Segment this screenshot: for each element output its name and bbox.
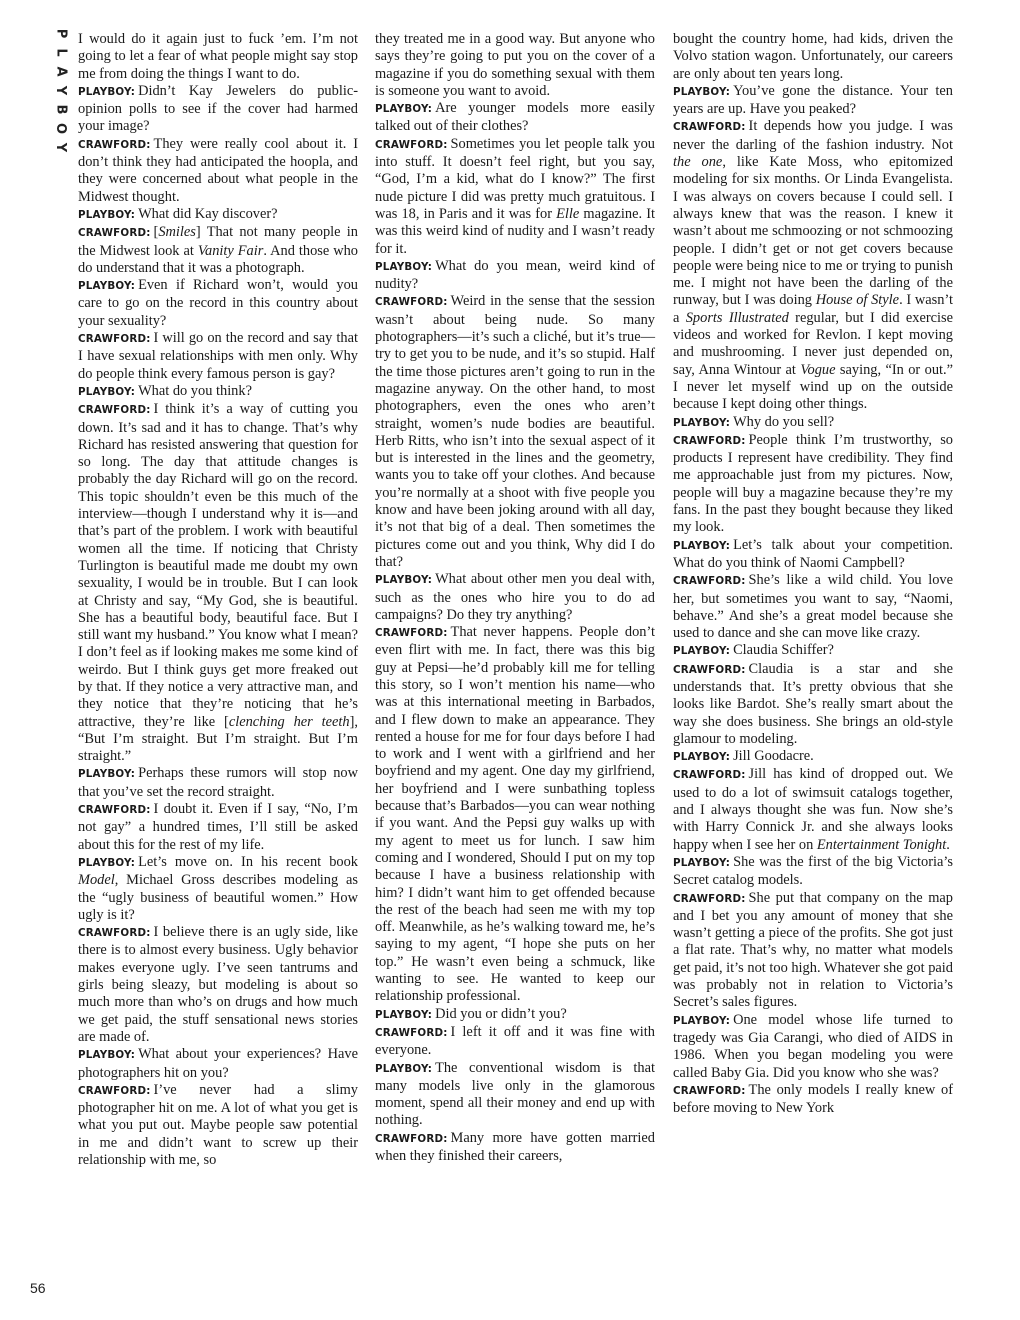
body-text: What about your experiences? Have photographers hit on you?: [78, 1046, 358, 1081]
spine-letter: Y: [53, 85, 69, 96]
interview-paragraph: [673, 83, 953, 119]
speaker-label: PLAYBOY:: [78, 208, 136, 221]
body-text: One model whose life turned to tragedy was Gia Carangi, who died of AIDS in 1986. When you began modeling you were called Baby Gia. Did you know who she was?: [673, 1011, 953, 1081]
interview-paragraph: [375, 1060, 655, 1130]
body-text: Perhaps these rumors will stop now that you’ve set the record straight.: [78, 765, 358, 800]
speaker-label: PLAYBOY:: [375, 103, 433, 116]
interview-paragraph: [375, 258, 655, 294]
interview-paragraph: [78, 854, 358, 924]
interview-paragraph: [78, 330, 358, 383]
interview-paragraph: [78, 401, 358, 765]
spine-letter: P: [53, 28, 69, 39]
body-text: I left it off and it was fine with everyone.: [375, 1023, 655, 1059]
body-text: Did you or didn’t you?: [435, 1005, 567, 1022]
body-text: Are younger models more easily talked out of their clothes?: [375, 100, 655, 135]
body-text: saying, “In or out.” I never let myself wind up on the outside because I kept doing other things.: [673, 361, 953, 413]
speaker-label: CRAWFORD:: [78, 138, 151, 151]
text-column-3: [673, 31, 953, 1117]
speaker-label: CRAWFORD:: [673, 769, 746, 782]
speaker-label: PLAYBOY:: [78, 85, 136, 98]
speaker-label: CRAWFORD:: [673, 663, 746, 676]
interview-paragraph: [78, 31, 358, 83]
speaker-label: PLAYBOY:: [78, 1049, 136, 1062]
interview-paragraph: [673, 572, 953, 642]
body-text: People think I’m trustworthy, so products I represent have credibility. They find me approachable just from my pictures. Now, people will buy a magazine because they’re my fans. In the past they bought because they liked my look.: [673, 431, 953, 536]
text-column-2: [375, 31, 655, 1165]
interview-paragraph: [78, 83, 358, 136]
italic-text: Model: [78, 872, 115, 889]
speaker-label: CRAWFORD:: [673, 892, 746, 905]
body-text: ] That not many people in the Midwest look at: [78, 224, 358, 259]
interview-paragraph: [673, 890, 953, 1012]
interview-paragraph: [78, 206, 358, 224]
body-text: She’s like a wild child. You love her, but sometimes you want to say, “Naomi, behave.” And she’s a great model because she used to dance and she can move like crazy.: [673, 572, 953, 642]
body-text: Jill has kind of dropped out. We used to do a lot of swimsuit catalogs together, and I always thought she was fun. Now she’s with Harry Connick Jr. and she always looks happy when I see her on: [673, 766, 953, 853]
speaker-label: CRAWFORD:: [375, 138, 448, 151]
interview-paragraph: [78, 1046, 358, 1082]
interview-paragraph: [78, 224, 358, 277]
speaker-label: PLAYBOY:: [78, 280, 136, 293]
body-text: She put that company on the map and I bet you any amount of money that she wasn’t getting a piece of the profits. She got just a flat rate. That’s why, no matter what models get paid, it’s not too high. Whatever she got paid was probably not in relation to Victoria’s Secret’s sales figures.: [673, 889, 953, 1011]
speaker-label: CRAWFORD:: [78, 927, 151, 940]
italic-text: clenching her teeth: [228, 713, 350, 730]
speaker-label: PLAYBOY:: [375, 1008, 433, 1021]
body-text: magazine. It was this weird kind of nudity and I wasn’t ready for it.: [375, 205, 656, 257]
body-text: , like Kate Moss, who epitomized modeling for six months. Or Linda Evangelista. I was always on covers because I could sell. I always knew that was the reason. I knew it wasn’t about me schmoozing or not schmoozing people. I didn’t get or not get covers because people were being nice to me or trying to punish me. I might not have been the darling of the runway, but I was doing: [673, 154, 953, 309]
body-text: I will go on the record and say that I have sexual relationships with men only. Why do people think every famous person is gay?: [78, 330, 358, 382]
interview-paragraph: [375, 293, 655, 571]
body-text: I would do it again just to fuck ’em. I’m not going to let a fear of what people might say stop me from doing the things I want to do.: [78, 31, 358, 82]
body-text: [: [153, 224, 159, 241]
interview-paragraph: [673, 661, 953, 748]
body-text: . And those who do understand that it was a photograph.: [78, 242, 359, 276]
body-text: Weird in the sense that the session wasn’t about being nude. So many photographers—it’s such a cliché, but it’s true—try to get you to be nude, and it’s so stupid. Half the time those pictures aren’t going to run in the magazine anyway. On the other hand, to most photographers, even the ones who aren’t straight, women’s nude bodies are beautiful. Herb Ritts, who isn’t into the sexual aspect of it but is interested in the lines and the geometry, wants you to take off your clothes. And because you’re normally at a shoot with five people you know and have been joking around with all day, it’s not that big of a deal. Then sometimes the pictures come out and you think, Why did I do that?: [375, 293, 655, 570]
body-text: they treated me in a good way. But anyone who says they’re going to put you on the cover of a magazine if you do something sexual with them is someone you want to avoid.: [375, 31, 655, 99]
body-text: I believe there is an ugly side, like there is to almost every business. Ugly behavior makes everyone ugly. I’ve seen tantrums and girls being sleazy, but modeling is about so much more than who’s on drugs and how much we get paid, the stuff sensational news stories are made of.: [78, 924, 358, 1045]
interview-paragraph: [673, 537, 953, 573]
speaker-label: PLAYBOY:: [78, 385, 136, 398]
italic-text: Elle: [556, 205, 580, 222]
body-text: Many more have gotten married when they finished their careers,: [375, 1129, 655, 1164]
body-text: regular, but I did exercise videos and worked for Revlon. I kept moving and mushrooming. I never just depended on, say, Anna Wintour at: [673, 309, 953, 378]
italic-text: House of Style: [815, 292, 900, 309]
body-text: What did Kay discover?: [138, 205, 278, 222]
body-text: Claudia Schiffer?: [733, 642, 834, 659]
body-text: The only models I really knew of before moving to New York: [673, 1081, 953, 1117]
body-text: Let’s move on. In his recent book: [138, 853, 358, 870]
interview-paragraph: [78, 277, 358, 330]
body-text: ], “But I’m straight. But I’m straight. But I’m straight.”: [78, 713, 358, 765]
speaker-label: CRAWFORD:: [375, 296, 448, 309]
spine-letter: A: [53, 66, 69, 77]
speaker-label: CRAWFORD:: [375, 1132, 448, 1145]
body-text: You’ve gone the distance. Your ten years are up. Have you peaked?: [673, 82, 953, 118]
speaker-label: CRAWFORD:: [375, 627, 448, 640]
speaker-label: PLAYBOY:: [673, 416, 731, 429]
interview-paragraph: [673, 642, 953, 660]
interview-paragraph: [78, 1082, 358, 1169]
speaker-label: PLAYBOY:: [375, 574, 433, 587]
italic-text: Vanity Fair: [197, 242, 264, 259]
interview-paragraph: [673, 432, 953, 537]
interview-paragraph: [375, 1130, 655, 1166]
speaker-label: CRAWFORD:: [78, 404, 151, 417]
speaker-label: CRAWFORD:: [78, 227, 151, 240]
speaker-label: PLAYBOY:: [375, 260, 433, 273]
body-text: I’ve never had a slimy photographer hit on me. A lot of what you get is what you put out. Maybe people saw potential in me and didn’t want to screw up their relationship with me, so: [78, 1081, 358, 1168]
body-text: That never happens. People don’t even flirt with me. In fact, there was this big guy at Pepsi—he’d probably kill me for telling this story, so I won’t mention his name—who was at this international meeting in Barbados, and I flew down to make an appearance. They rented a house for me for four days before I had to work and I went with a girlfriend and her boyfriend and my agent. One day my girlfriend, her boyfriend and I were sunbathing topless because that’s Barbados—you can wear nothing if you want. And the Pepsi guy walks up with my agent to meet us for lunch. I saw him coming and I wondered, Should I put on my top because I have a business relationship with him? I didn’t want him to get offended because the rest of the beach had seen me with my top off. Meanwhile, as he’s walking toward me, he’s saying to my agent, “I hope she puts on her top.” He wasn’t even being a schmuck, like wanting to see. He wanted to keep our relationship professional.: [375, 624, 655, 1005]
body-text: Didn’t Kay Jewelers do public-opinion polls to see if the cover had harmed your image?: [78, 82, 358, 135]
body-text: They were really cool about it. I don’t think they had anticipated the hoopla, and they were concerned about what people in the Midwest thought.: [78, 135, 358, 205]
interview-paragraph: [673, 1012, 953, 1082]
interview-paragraph: [78, 383, 358, 401]
body-text: Let’s talk about your competition. What do you think of Naomi Campbell?: [673, 536, 953, 571]
italic-text: Entertainment Tonight: [816, 836, 947, 853]
body-text: The conventional wisdom is that many models live only in the glamorous moment, spend all their money and end up with nothing.: [375, 1059, 655, 1129]
body-text: Sometimes you let people talk you into stuff. It doesn’t feel right, but you say, “God, I’m a kid, what do I know?” The first nude picture I did was pretty much gratuitous. I was 18, in Paris and it was for: [375, 135, 655, 222]
speaker-label: PLAYBOY:: [673, 539, 731, 552]
speaker-label: PLAYBOY:: [673, 85, 731, 98]
interview-paragraph: [78, 765, 358, 801]
body-text: Even if Richard won’t, would you care to go on the record in this country about your sexuality?: [78, 277, 358, 329]
magazine-spine-title: [50, 24, 72, 157]
interview-paragraph: [78, 801, 358, 854]
body-text: . I wasn’t a: [673, 292, 953, 326]
interview-paragraph: [673, 748, 953, 766]
spine-letter: L: [53, 48, 69, 57]
italic-text: Smiles: [158, 224, 196, 241]
speaker-label: PLAYBOY:: [673, 751, 731, 764]
body-text: I think it’s a way of cutting you down. It’s sad and it has to change. That’s why Richard has resisted answering that question for so long. The day that attitude changes is probably the day Richard will go on the record. This topic shouldn’t even be this much of the interview—though I understand why it is—and that’s part of the problem. I work with beautiful women all the time. If noticing that Christy Turlington is beautiful made me doubt my own sexuality, I would be in trouble. But I can look at Christy and say, “My God, she is beautiful. She has a beautiful body, beautiful face. But I still want my husband.” You know what I mean? I don’t feel as if looking makes me some kind of weirdo. But I think guys get more freaked out by that. If they notice a very attractive man, and they notice that they’re noticing that he’s attractive, they’re like [: [78, 401, 358, 730]
interview-paragraph: [673, 118, 953, 413]
speaker-label: CRAWFORD:: [78, 1084, 151, 1097]
speaker-label: PLAYBOY:: [78, 856, 136, 869]
interview-paragraph: [375, 1006, 655, 1024]
interview-paragraph: [78, 924, 358, 1046]
speaker-label: PLAYBOY:: [673, 1014, 731, 1027]
interview-paragraph: [375, 1024, 655, 1060]
speaker-label: CRAWFORD:: [673, 1084, 746, 1097]
body-text: bought the country home, had kids, driven the Volvo station wagon. Unfortunately, our careers are only about ten years long.: [673, 31, 953, 82]
speaker-label: PLAYBOY:: [375, 1062, 433, 1075]
body-text: I doubt it. Even if I say, “No, I’m not gay” a hundred times, I’ll still be asked about this for the rest of my life.: [78, 801, 358, 853]
interview-paragraph: [78, 136, 358, 206]
interview-paragraph: [673, 766, 953, 853]
speaker-label: CRAWFORD:: [673, 575, 746, 588]
body-text: It depends how you judge. I was never the darling of the fashion industry. Not: [673, 118, 953, 153]
body-text: Claudia is a star and she understands that. It’s pretty obvious that she looks like Bardot. She’s really smart about the way she does business. She brings an old-style glamour to modeling.: [673, 660, 953, 747]
speaker-label: PLAYBOY:: [673, 856, 731, 869]
interview-paragraph: [375, 100, 655, 136]
speaker-label: CRAWFORD:: [673, 434, 746, 447]
interview-paragraph: [673, 31, 953, 83]
italic-text: Sports Illustrated: [685, 309, 789, 326]
interview-paragraph: [375, 571, 655, 624]
body-text: .: [946, 836, 950, 853]
interview-paragraph: [673, 1082, 953, 1118]
speaker-label: CRAWFORD:: [78, 804, 151, 817]
speaker-label: PLAYBOY:: [78, 768, 136, 781]
speaker-label: PLAYBOY:: [673, 645, 731, 658]
body-text: What do you mean, weird kind of nudity?: [375, 257, 655, 293]
italic-text: the one: [673, 154, 723, 171]
body-text: , Michael Gross describes modeling as the “ugly business of beautiful women.” How ugly is it?: [78, 872, 358, 923]
body-text: What about other men you deal with, such as the ones who hire you to do ad campaigns? Do they try anything?: [375, 571, 655, 623]
interview-paragraph: [375, 136, 655, 258]
body-text: Why do you sell?: [733, 413, 835, 430]
page-number: 56: [30, 1280, 46, 1296]
interview-paragraph: [673, 414, 953, 432]
spine-letter: B: [53, 104, 69, 115]
interview-paragraph: [673, 854, 953, 890]
spine-letter: Y: [53, 142, 69, 153]
speaker-label: CRAWFORD:: [78, 333, 151, 346]
speaker-label: CRAWFORD:: [673, 121, 746, 134]
interview-paragraph: [375, 624, 655, 1006]
body-text: Jill Goodacre.: [733, 748, 814, 765]
body-text: She was the first of the big Victoria’s Secret catalog models.: [673, 853, 953, 889]
text-column-1: [78, 31, 358, 1169]
interview-paragraph: [375, 31, 655, 100]
italic-text: Vogue: [800, 361, 836, 378]
spine-letter: O: [53, 122, 69, 135]
speaker-label: CRAWFORD:: [375, 1026, 448, 1039]
body-text: What do you think?: [138, 382, 252, 399]
